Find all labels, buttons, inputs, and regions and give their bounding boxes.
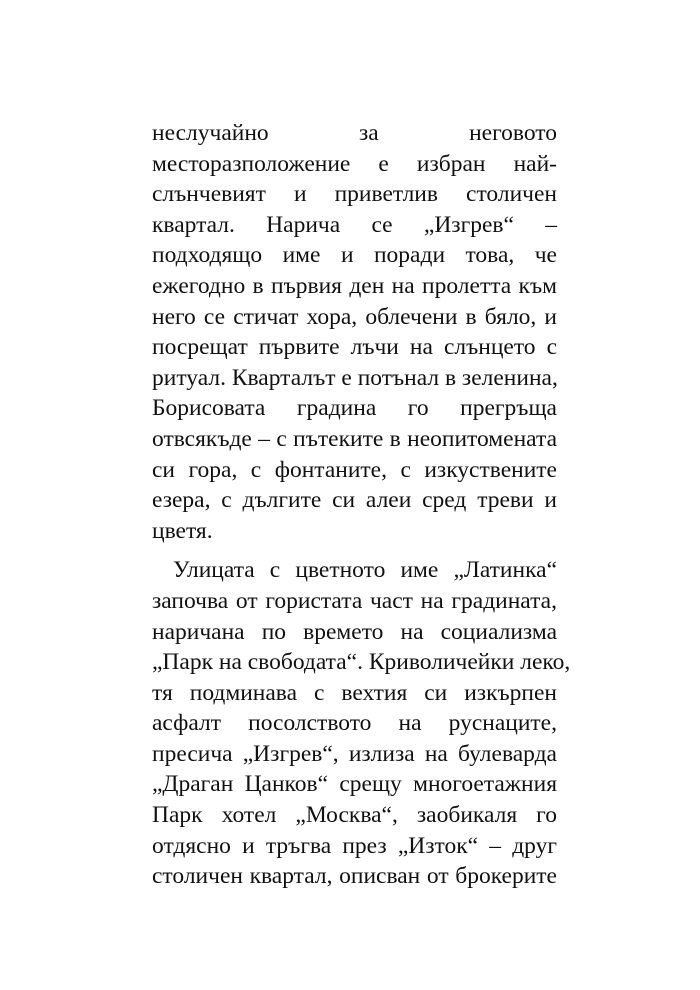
text-line: квартал. Нарича се „Изгрев“ – <box>152 211 557 238</box>
text-line: Улицата с цветното име „Латинка“ <box>173 557 557 584</box>
text-line: неслучайно за неговото <box>152 120 557 146</box>
text-line: цветя. <box>152 517 213 544</box>
text-line: месторазположение е избран най- <box>152 150 557 177</box>
text-line: посрещат първите лъчи на слънцето с <box>152 334 557 361</box>
text-line: наричана по времето на социализма <box>152 618 557 645</box>
text-line: пресича „Изгрев“, излиза на булеварда <box>152 740 557 767</box>
text-line: започва от гористата част на градината, <box>152 587 557 614</box>
text-line: „Парк на свободата“. Криволичейки леко, <box>152 649 571 676</box>
paragraph-1 <box>152 118 557 546</box>
text-line: ритуал. Кварталът е потънал в зеленина, <box>152 364 558 391</box>
text-line: отдясно и тръгва през „Изток“ – друг <box>152 832 557 859</box>
text-line: отвсякъде – с пътеките в неопитомената <box>152 425 557 452</box>
text-line: езера, с дългите си алеи сред треви и <box>152 487 557 514</box>
body-text <box>152 118 571 892</box>
text-line: тя подминава с вехтия си изкърпен <box>152 679 557 706</box>
text-line: Борисовата градина го прегръща <box>152 395 557 422</box>
text-line: асфалт посолството на руснаците, <box>152 710 557 737</box>
text-line: столичен квартал, описван от брокерите <box>152 863 557 890</box>
text-line: Парк хотел „Москва“, заобикаля го <box>152 802 557 829</box>
text-line: него се стичат хора, облечени в бяло, и <box>152 303 557 330</box>
text-line: си гора, с фонтаните, с изкуствените <box>152 456 557 483</box>
text-line: ежегодно в първия ден на пролетта към <box>152 272 557 299</box>
text-line: подходящо име и поради това, че <box>152 242 557 269</box>
paragraph-2 <box>152 555 571 892</box>
text-line: слънчевият и приветлив столичен <box>152 181 557 208</box>
text-line: „Драган Цанков“ срещу многоетажния <box>152 771 557 798</box>
